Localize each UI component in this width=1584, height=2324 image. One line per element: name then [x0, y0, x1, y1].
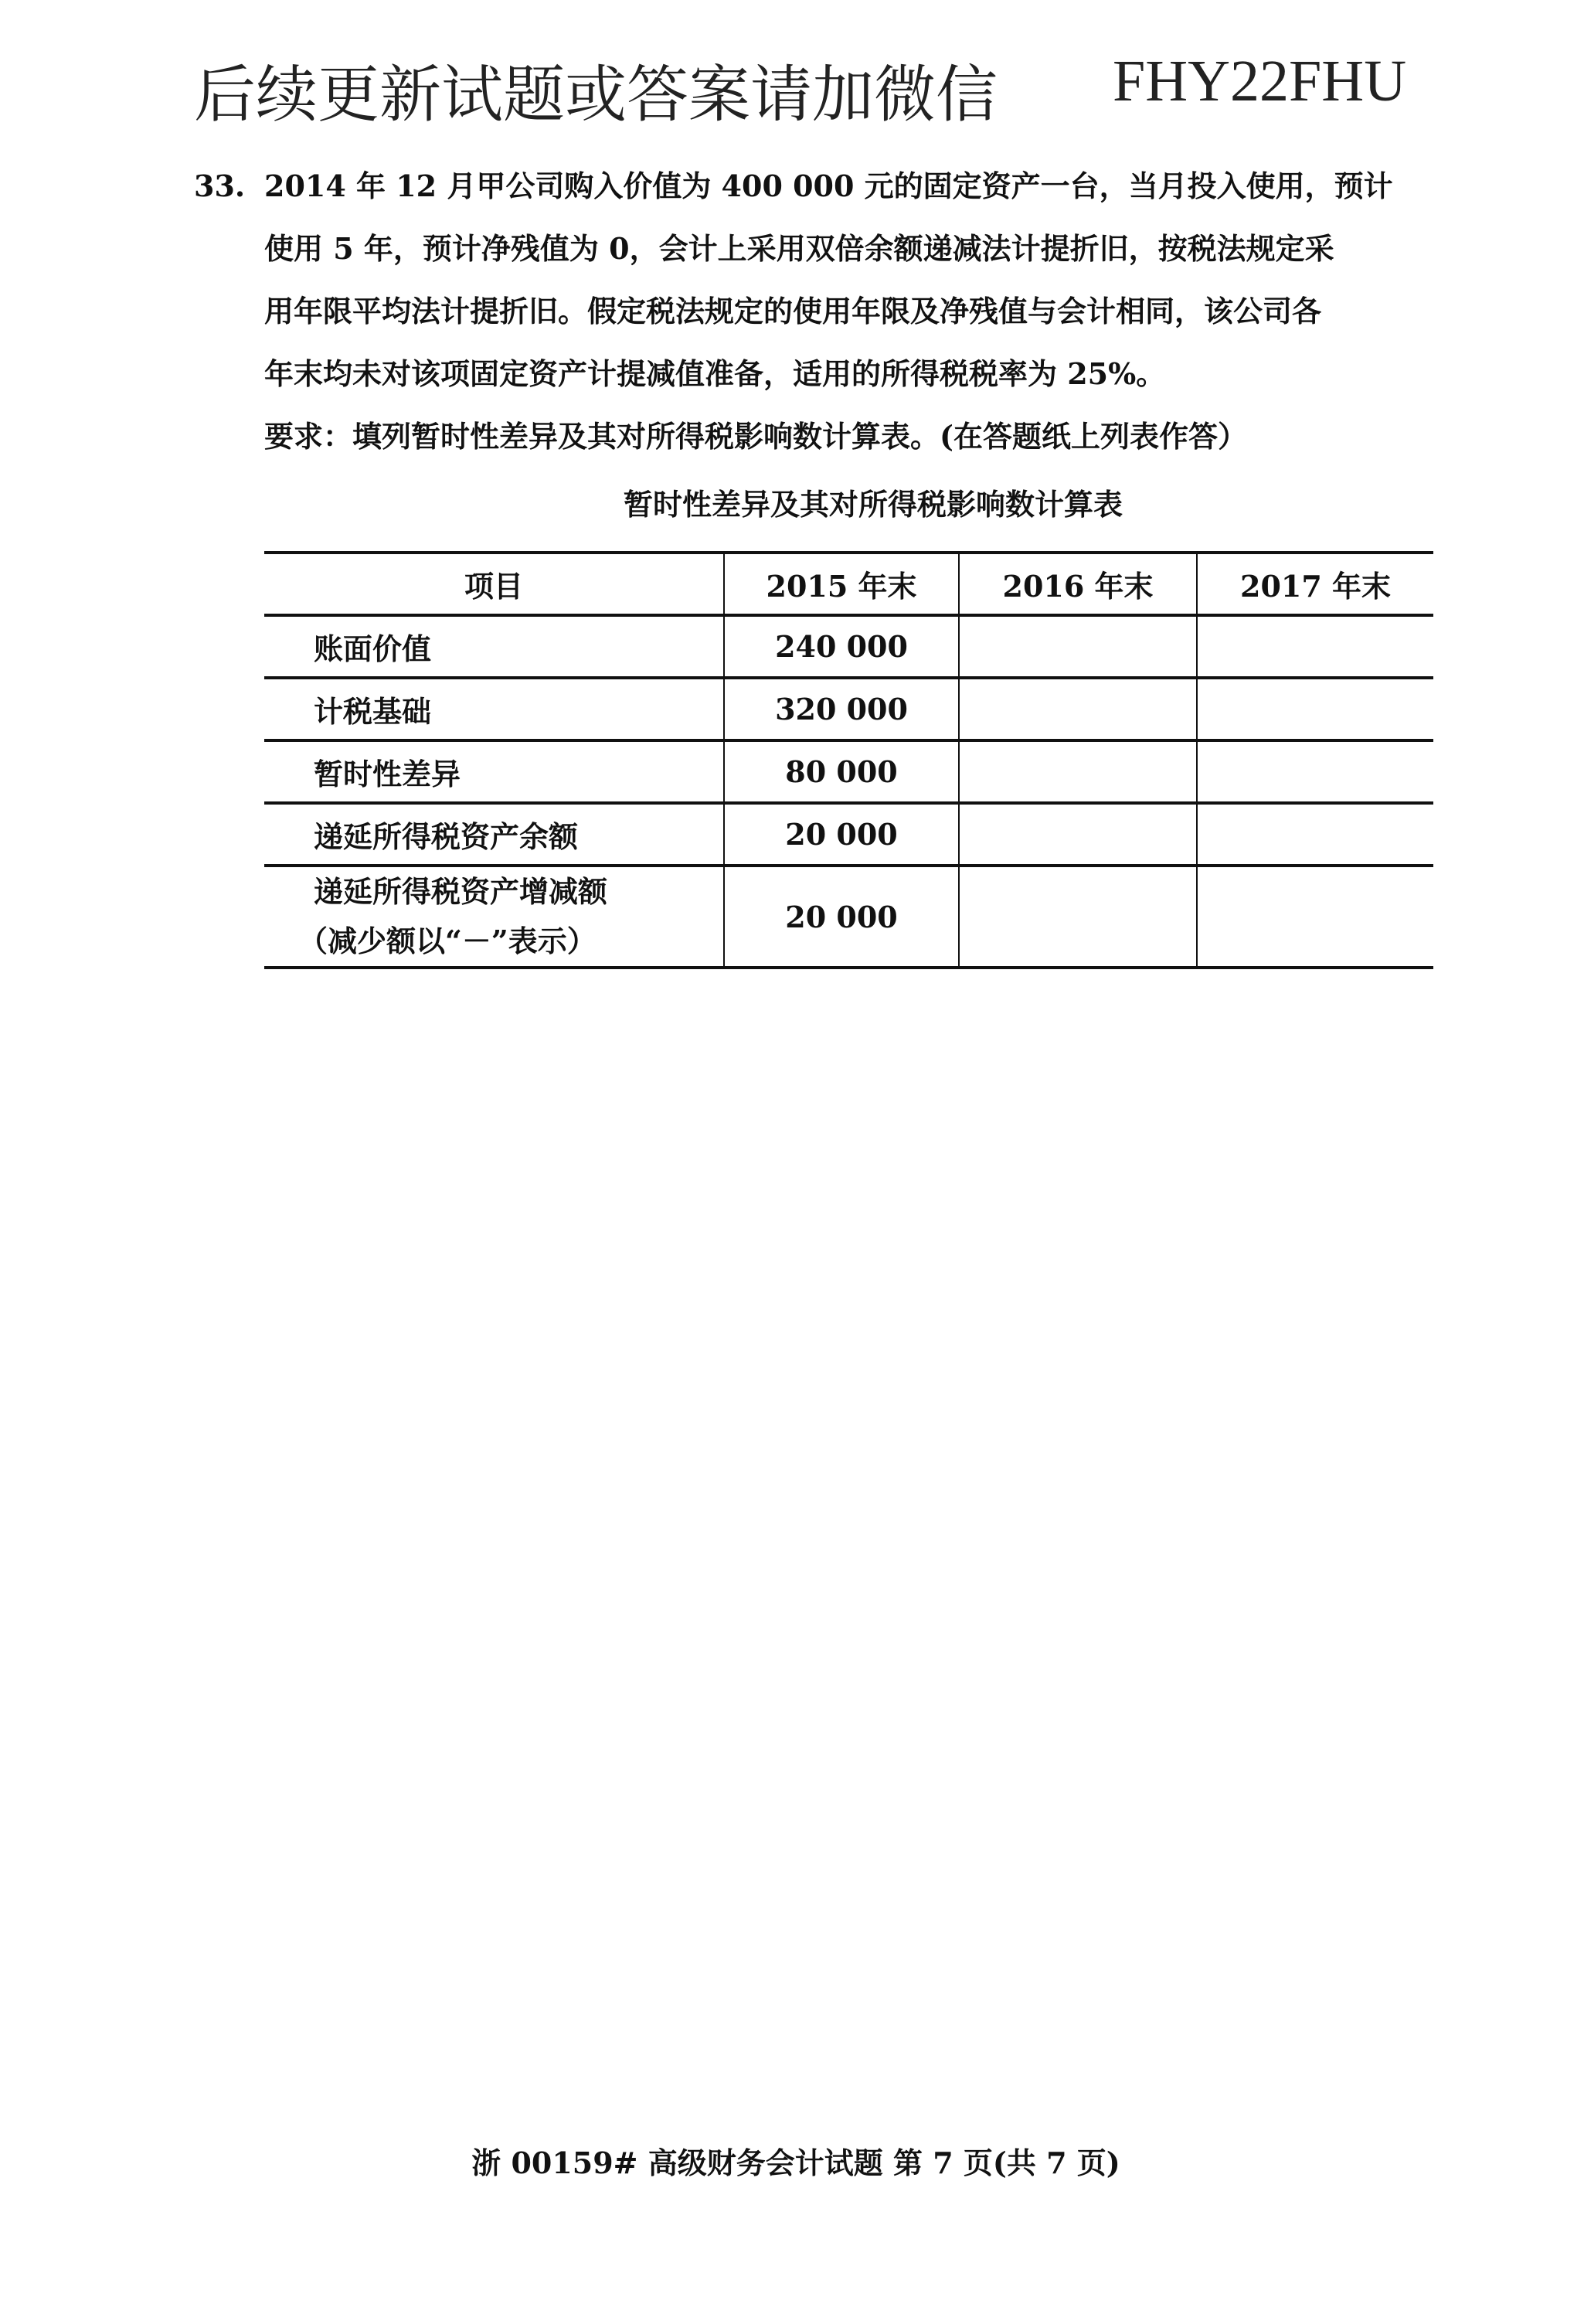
question-line-3: 用年限平均法计提折旧。假定税法规定的使用年限及净残值与会计相同，该公司各: [264, 294, 1322, 328]
table-title: 暂时性差异及其对所得税影响数计算表: [623, 487, 1123, 522]
row-item: 计税基础: [264, 678, 724, 740]
cell-2015: 20 000: [724, 803, 959, 866]
question-number: 33.: [194, 168, 246, 203]
header-2016: 2016 年末: [959, 553, 1197, 615]
table-header-row: [264, 553, 1433, 615]
cell-2017: [1197, 803, 1433, 866]
table-row: [264, 615, 1433, 678]
table-row: [264, 866, 1433, 968]
header-item: 项目: [264, 553, 724, 615]
cell-2015: 20 000: [724, 866, 959, 968]
row-item-label: 递延所得税资产增减额: [314, 874, 608, 909]
cell-2016: [959, 678, 1197, 740]
wechat-id: FHY22FHU: [1113, 49, 1407, 114]
cell-2016: [959, 803, 1197, 866]
question-line-4: 年末均未对该项固定资产计提减值准备，适用的所得税税率为 25%。: [264, 356, 1166, 391]
cell-2015: 240 000: [724, 615, 959, 678]
row-item: [264, 866, 724, 968]
watermark-banner: 后续更新试题或答案请加微信: [194, 59, 998, 131]
cell-2015: 320 000: [724, 678, 959, 740]
requirement-line: 要求：填列暂时性差异及其对所得税影响数计算表。(在答题纸上列表作答）: [264, 419, 1247, 454]
question-line-2: 使用 5 年，预计净残值为 0，会计上采用双倍余额递减法计提折旧，按税法规定采: [264, 231, 1334, 266]
table-row: [264, 678, 1433, 740]
row-item-note: （减少额以“－”表示）: [298, 924, 597, 958]
table-row: [264, 803, 1433, 866]
cell-2017: [1197, 615, 1433, 678]
row-item: 递延所得税资产余额: [264, 803, 724, 866]
header-2015: 2015 年末: [724, 553, 959, 615]
cell-2016: [959, 615, 1197, 678]
header-2017: 2017 年末: [1197, 553, 1433, 615]
cell-2017: [1197, 678, 1433, 740]
cell-2017: [1197, 740, 1433, 803]
cell-2017: [1197, 866, 1433, 968]
cell-2016: [959, 866, 1197, 968]
row-item: 暂时性差异: [264, 740, 724, 803]
table-row: [264, 740, 1433, 803]
question-line-1: 2014 年 12 月甲公司购入价值为 400 000 元的固定资产一台，当月投入使用，预计: [264, 168, 1393, 203]
page-footer: 浙 00159# 高级财务会计试题 第 7 页(共 7 页): [471, 2145, 1120, 2180]
cell-2016: [959, 740, 1197, 803]
calculation-table: [264, 551, 1433, 969]
row-item: 账面价值: [264, 615, 724, 678]
cell-2015: 80 000: [724, 740, 959, 803]
